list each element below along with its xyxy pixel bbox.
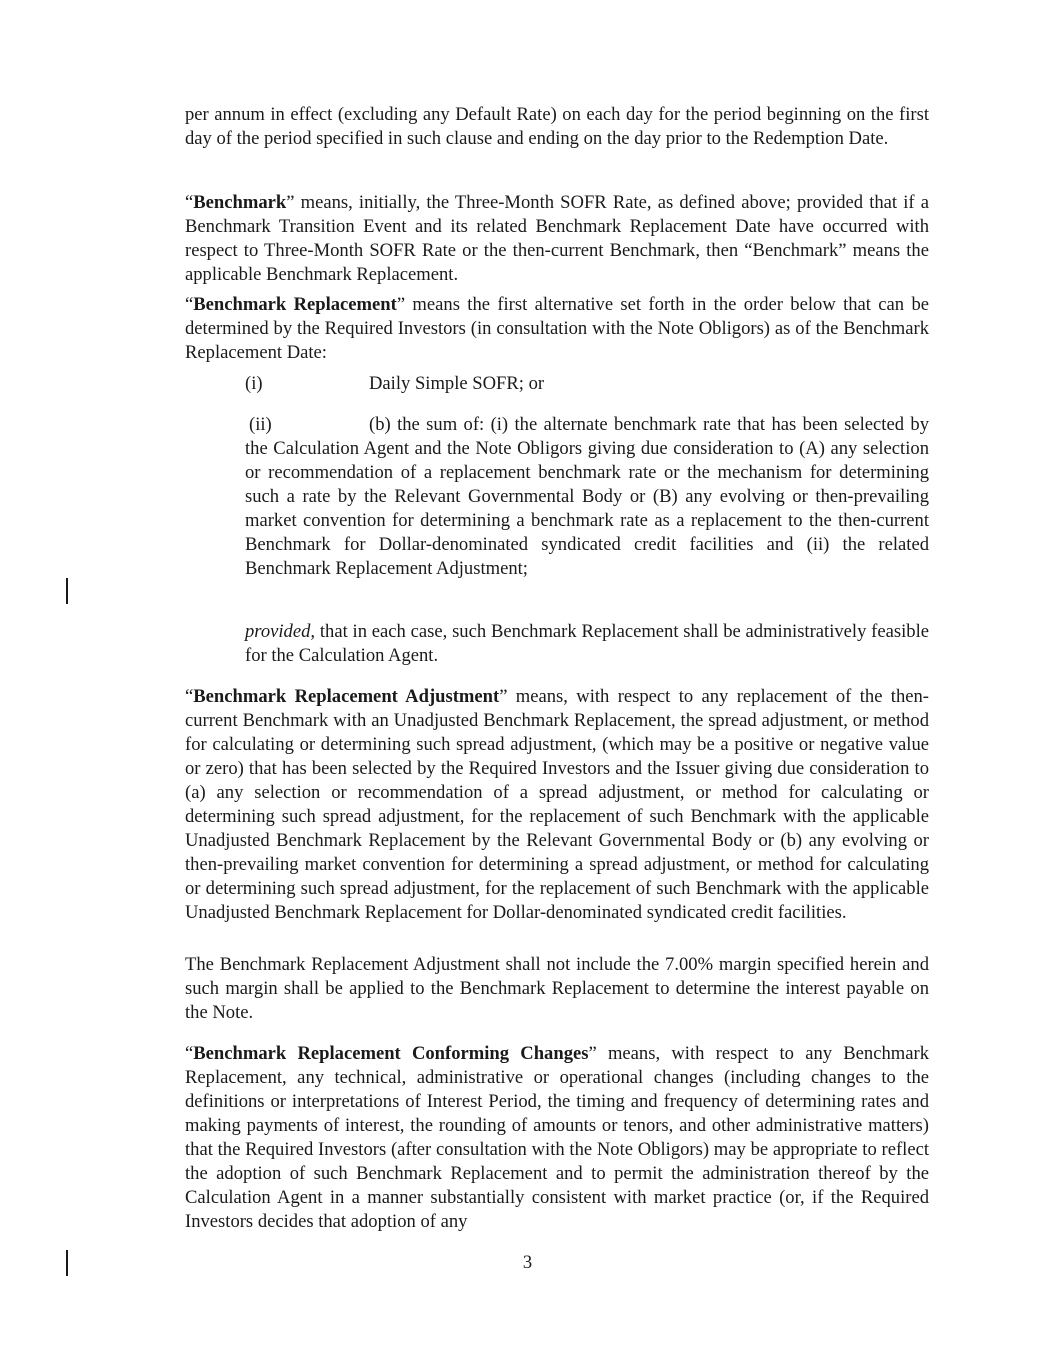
definition-benchmark: “Benchmark” means, initially, the Three-Month SOFR Rate, as defined above; provided that if a Benchmark Transition Event and its related Benchmark Replacement Date have occurred with respect to Three-Month SOFR Rate or the then-current Benchmark, then “Benchmark” means the applicable Benchmark Replacement. xyxy=(185,192,929,285)
definition-benchmark-replacement: “Benchmark Replacement” means the first alternative set forth in the order below that can be determined by the Required Investors (in consultation with the Note Obligors) as of the Benchmark Replacement Date: xyxy=(185,294,929,363)
defined-term: Benchmark xyxy=(193,192,287,213)
defined-term: Benchmark Replacement Adjustment xyxy=(193,686,500,707)
definition-benchmark-replacement-adjustment: “Benchmark Replacement Adjustment” means, with respect to any replacement of the then-current Benchmark with an Unadjusted Benchmark Replacement, the spread adjustment, or method for calculating or determining such spread adjustment, (which may be a positive or negative value or zero) that has been selected by the Required Investors and the Issuer giving due consideration to (a) any selection or recommendation of a spread adjustment, or method for calculating or determining such spread adjustment, for the replacement of such Benchmark with the applicable Unadjusted Benchmark Replacement by the Relevant Governmental Body or (b) any evolving or then-prevailing market convention for determining a spread adjustment, or method for calculating or determining such spread adjustment, for the replacement of such Benchmark with the applicable Unadjusted Benchmark Replacement for Dollar-denominated syndicated credit facilities. xyxy=(185,686,929,923)
list-item-text: (b) the sum of: (i) the alternate benchmark rate that has been selected by the Calculation Agent and the Note Obligors giving due consideration to (A) any selection or recommendation of a replacement benchmark rate or the mechanism for determining such a rate by the Relevant Governmental Body or (B) any evolving or then-prevailing market convention for determining a benchmark rate as a replacement to the then-current Benchmark for Dollar-denominated syndicated credit facilities and (ii) the related Benchmark Replacement Adjustment; xyxy=(245,414,929,579)
defined-term: Benchmark Replacement xyxy=(193,294,397,315)
list-item-text: Daily Simple SOFR; or xyxy=(369,373,545,394)
definition-conforming-changes: “Benchmark Replacement Conforming Changes” means, with respect to any Benchmark Replacement, any technical, administrative or operational changes (including changes to the definitions or interpretations of Interest Period, the timing and frequency of determining rates and making payments of interest, the rounding of amounts or tenors, and other administrative matters) that the Required Investors (after consultation with the Note Obligors) may be appropriate to reflect the adoption of such Benchmark Replacement and to permit the administration thereof by the Calculation Agent in a manner substantially consistent with market practice (or, if the Required Investors decides that adoption of any xyxy=(185,1043,929,1232)
list-item-number: (i) xyxy=(245,373,263,394)
list-item-number: (ii) xyxy=(249,414,272,435)
revision-change-bar xyxy=(66,578,68,604)
page-number: 3 xyxy=(522,1252,533,1273)
proviso-paragraph: provided, that in each case, such Benchmark Replacement shall be administratively feasible for the Calculation Agent. xyxy=(245,621,929,666)
list-item xyxy=(245,413,929,581)
margin-paragraph: The Benchmark Replacement Adjustment shall not include the 7.00% margin specified herein and such margin shall be applied to the Benchmark Replacement to determine the interest payable on the Note. xyxy=(185,954,929,1023)
continuation-paragraph: per annum in effect (excluding any Default Rate) on each day for the period beginning on the first day of the period specified in such clause and ending on the day prior to the Redemption Date. xyxy=(185,104,929,149)
defined-term: Benchmark Replacement Conforming Changes xyxy=(193,1043,589,1064)
